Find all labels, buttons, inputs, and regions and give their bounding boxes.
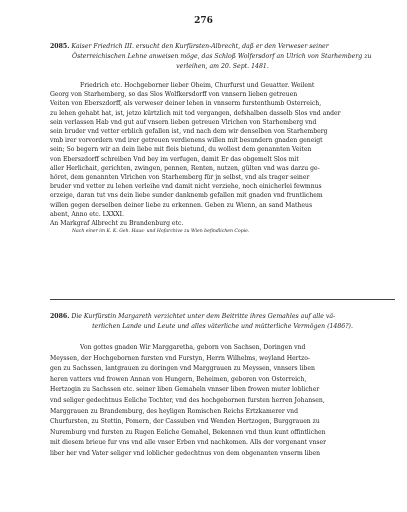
body-line: Von gottes gnaden Wir Marggaretha, geborn von Sachsen, Doringen vnd xyxy=(80,344,306,351)
body-line: aller Herlichait, gerichten, zwingen, pennen, Renten, nutzen, gülten vnd was darzu ge- xyxy=(50,164,320,172)
body-line: sein verlassen Hab vnd gut auf vnsern lieben getreuen Vlrichen von Starhemberg vnd xyxy=(50,118,317,126)
entry-number: 2085. xyxy=(50,43,70,50)
body-line: Meyssen, der Hochgebornen fursten vnd Furstyn, Herrn Wilhelms, weyland Hertzo- xyxy=(50,354,310,362)
body-line: willen gegen derselben deiner liebe zu erkennen. Geben zu Wienn, an sand Matheus xyxy=(50,201,313,209)
body-line: liber her vnd Vater seliger vnd loblicher gedechtnus von dem obgenanten vnserm liben xyxy=(50,449,321,457)
body-line: erzeige, daran tut vns dein liebe sunder danknemb gefallen mit gnaden vnd fruntlichem xyxy=(50,192,323,200)
body-line: Friedrich etc. Hochgeborner lieber Oheim, Churfurst und Geuatter. Weilent xyxy=(80,82,315,89)
body-line: sein; So begern wir an dein liebe mit fleis bietund, du wollest dem genannten Veiten xyxy=(50,146,312,154)
heading-line: terlichen Lande und Leute und alles väterliche und mütterliche Vermögen (1486?). xyxy=(92,323,353,331)
section-divider xyxy=(50,299,395,300)
heading-line: Österreichischen Lehne anweisen möge, das Schloß Wolfersdorf an Ulrich von Starhemberg zu xyxy=(72,53,372,61)
body-line: gen zu Sachssen, lantgrauen zu doringen vnd Marggrauen zu Meyssen, vnnsers liben xyxy=(50,365,315,373)
body-line: von Eberszdorff schreiben Vnd bey im verfugen, damit Er das obgemelt Slos mit xyxy=(50,155,299,163)
entry-2085-heading xyxy=(50,42,395,73)
body-line: Churfursten, zu Stettin, Pomern, der Cassuben vnd Wenden Hertzogen, Burggrauen zu xyxy=(50,418,320,426)
body-line: Marggrauen zu Brandemburg, des heyligen Romischen Reichs Ertzkamerer vnd xyxy=(50,407,298,415)
body-line: abent, Anno etc. LXXXI. xyxy=(50,210,124,218)
entry-2086-heading xyxy=(50,312,395,332)
body-line: Nuremburg vnd fursten zu Rugen Eeliche Gemahel, Bekennen vnd thun kunt offintlichen xyxy=(50,428,326,436)
page-number: 276 xyxy=(194,16,213,26)
entry-2086-body xyxy=(50,343,395,460)
footnote: Nach einer im K. K. Geh. Haus- und Hofarchive zu Wien befindlichen Copie. xyxy=(72,229,250,235)
body-line: sein bruder vnd vetter erblich gefallen ist, vnd nach dem wir denselben von Starhemberg xyxy=(50,128,328,136)
body-line: bruder vnd vetter zu lehen verleihe vnd damit nicht verziehe, noch einicherlei fewmnus xyxy=(50,183,322,191)
body-line: vnd seliger gedechtnus Eeliche Tochter, vnd des hochgebornen fursten herren Johansen, xyxy=(50,396,325,404)
body-line: heren vatters vnd frowen Annan von Hungern, Beheimen, geboren von Osterreich, xyxy=(50,375,307,383)
body-line: Hertzogin zu Sachssen etc. seiner liben Gemaheln vnnser liben frowen muter loblicher xyxy=(50,386,320,394)
entry-number: 2086. xyxy=(50,313,70,320)
body-line: Veiten von Eberszdorff, als verweser deiner lehen in vnnserm furstenthumb Osterreich, xyxy=(50,100,322,108)
body-line: Georg von Starhemberg, so das Slos Wolfkersdorff von vnnsern lieben getreuen xyxy=(50,91,298,99)
body-line: höret, dem genannten Vlrichen von Starhemberg für jn selbst, vnd als trager seiner xyxy=(50,174,310,182)
heading-line: Die Kurfürstin Margareth verzichtet unter dem Beitritte ihres Gemahles auf alle vä- xyxy=(71,313,336,320)
heading-line: verleihen, am 20. Sept. 1481. xyxy=(176,63,269,71)
entry-2085-body xyxy=(50,81,395,236)
heading-line: Kaiser Friedrich III. ersucht den Kurfürsten-Albrecht, daß er den Verweser seiner xyxy=(71,43,329,50)
body-line: zu lehen gehabt hat, ist, jetzo kürtzlich mit tod vergangen, defshalben dasselb Slos vnd ander xyxy=(50,109,341,117)
body-line: mit diesem brieue fur vns vnd alle vnser Erben vnd nachkomen. Alls der vorgenant vnser xyxy=(50,439,327,447)
body-line: vmb irer vorvordern vnd irer getreuen verdienens willen mit besundern gnaden geneigt xyxy=(50,137,323,145)
body-line: An Markgraf Albrecht zu Brandenburg etc. xyxy=(50,220,184,228)
